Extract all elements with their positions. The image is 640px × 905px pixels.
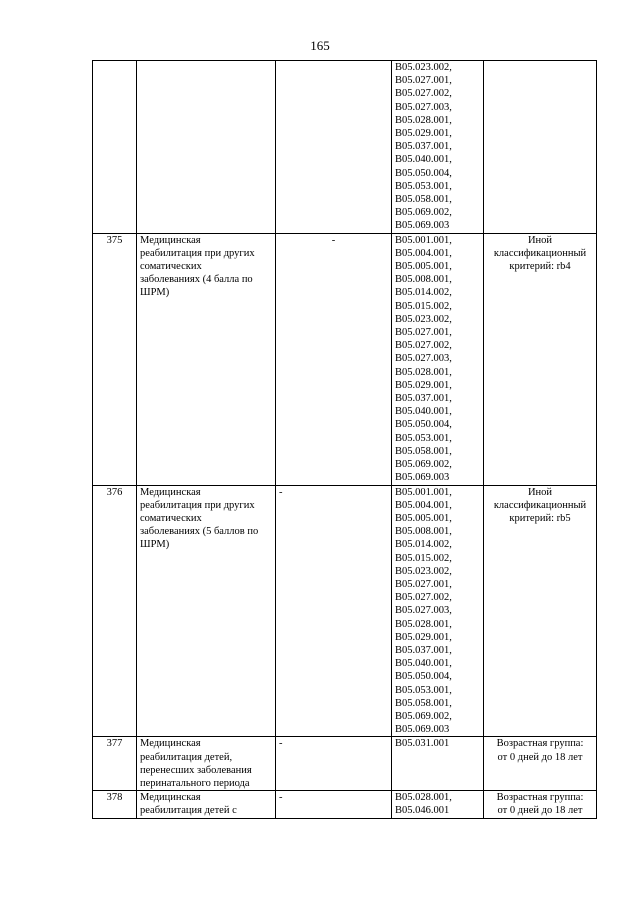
service-code: B05.001.001,: [395, 234, 452, 246]
service-codes-cell: [392, 233, 484, 485]
service-name-line: реабилитация при других: [140, 247, 255, 259]
service-code: B05.027.002,: [395, 592, 452, 604]
criteria-line: классификационный: [493, 499, 587, 511]
row-number-cell: [93, 61, 137, 234]
service-code: B05.029.001,: [395, 631, 452, 643]
criteria-cell: [484, 737, 597, 791]
procedure-cell: [276, 61, 392, 234]
service-name-cell: [137, 791, 276, 818]
service-code: B05.050.004,: [395, 419, 452, 431]
service-code: B05.028.001,: [395, 366, 452, 378]
service-code: B05.069.002,: [395, 710, 452, 722]
service-name-line: Медицинская: [140, 486, 201, 498]
row-number-cell: 376: [93, 485, 137, 737]
service-name-line: ШРМ): [140, 287, 170, 299]
table-body: [93, 61, 597, 819]
service-code: B05.037.001,: [395, 141, 452, 153]
service-code: B05.050.004,: [395, 671, 452, 683]
service-code: B05.005.001,: [395, 512, 452, 524]
criteria-cell: [484, 791, 597, 818]
service-code: B05.046.001: [395, 805, 450, 817]
service-name-line: заболеваниях (5 баллов по: [140, 526, 259, 538]
service-name-line: заболеваниях (4 балла по: [140, 274, 253, 286]
service-code: B05.069.002,: [395, 459, 452, 471]
service-code: B05.015.002,: [395, 552, 452, 564]
service-code: B05.028.001,: [395, 114, 452, 126]
service-code: B05.053.001,: [395, 432, 452, 444]
service-code: B05.027.001,: [395, 578, 452, 590]
service-code: B05.040.001,: [395, 406, 452, 418]
service-code: B05.004.001,: [395, 499, 452, 511]
service-code: B05.053.001,: [395, 684, 452, 696]
service-codes-cell: [392, 791, 484, 818]
service-codes-cell: [392, 485, 484, 737]
service-code: B05.027.002,: [395, 340, 452, 352]
service-code: B05.058.001,: [395, 194, 452, 206]
service-code: B05.027.003,: [395, 605, 452, 617]
criteria-line: Иной: [527, 234, 553, 246]
criteria-line: от 0 дней до 18 лет: [497, 751, 583, 763]
service-name-line: реабилитация при других: [140, 499, 255, 511]
procedure-cell: -: [276, 485, 392, 737]
table-row: [93, 233, 597, 485]
criteria-line: критерий: rb5: [509, 512, 571, 524]
service-code: B05.031.001: [395, 738, 450, 750]
service-name-line: соматических: [140, 512, 202, 524]
criteria-line: классификационный: [493, 247, 587, 259]
service-name-line: Медицинская: [140, 738, 201, 750]
service-name-cell: [137, 737, 276, 791]
service-code: B05.050.004,: [395, 167, 452, 179]
page-number: 165: [310, 38, 330, 53]
criteria-line: Иной: [527, 486, 553, 498]
service-name-line: перинатального периода: [140, 777, 250, 789]
service-code: B05.053.001,: [395, 180, 452, 192]
service-name-line: реабилитация детей с: [140, 805, 237, 817]
table-row: [93, 485, 597, 737]
criteria-line: Возрастная группа:: [496, 792, 584, 804]
service-code: B05.029.001,: [395, 128, 452, 140]
service-code: B05.040.001,: [395, 154, 452, 166]
row-number-cell: 377: [93, 737, 137, 791]
service-code: B05.005.001,: [395, 261, 452, 273]
service-code: B05.069.003: [395, 724, 450, 736]
service-code: B05.027.003,: [395, 101, 452, 113]
service-code: B05.027.002,: [395, 88, 452, 100]
service-name-line: Медицинская: [140, 234, 201, 246]
service-table: [92, 60, 597, 819]
service-name-line: перенесших заболевания: [140, 764, 252, 776]
service-code: B05.027.001,: [395, 75, 452, 87]
service-code: B05.027.001,: [395, 327, 452, 339]
service-code: B05.069.003: [395, 472, 450, 484]
service-code: B05.058.001,: [395, 697, 452, 709]
service-code: B05.058.001,: [395, 445, 452, 457]
table-row: [93, 737, 597, 791]
service-code: B05.023.002,: [395, 62, 452, 73]
criteria-cell: [484, 233, 597, 485]
service-code: B05.008.001,: [395, 526, 452, 538]
service-code: B05.008.001,: [395, 274, 452, 286]
service-code: B05.069.003: [395, 220, 450, 232]
service-name-cell: [137, 233, 276, 485]
table-row: [93, 791, 597, 818]
service-code: B05.014.002,: [395, 539, 452, 551]
service-code: B05.028.001,: [395, 618, 452, 630]
service-name-line: Медицинская: [140, 792, 201, 804]
service-code: B05.028.001,: [395, 792, 452, 804]
service-code: B05.037.001,: [395, 393, 452, 405]
service-code: B05.015.002,: [395, 300, 452, 312]
service-code: B05.037.001,: [395, 644, 452, 656]
row-number-cell: 375: [93, 233, 137, 485]
criteria-cell: [484, 485, 597, 737]
service-code: B05.014.002,: [395, 287, 452, 299]
service-codes-cell: [392, 61, 484, 234]
service-code: B05.001.001,: [395, 486, 452, 498]
procedure-cell: -: [276, 791, 392, 818]
criteria-line: Возрастная группа:: [496, 738, 584, 750]
service-code: B05.029.001,: [395, 379, 452, 391]
service-name-line: реабилитация детей,: [140, 751, 233, 763]
service-code: B05.040.001,: [395, 658, 452, 670]
service-code: B05.004.001,: [395, 247, 452, 259]
criteria-line: критерий: rb4: [509, 261, 571, 273]
service-code: B05.069.002,: [395, 207, 452, 219]
service-name-line: ШРМ): [140, 539, 170, 551]
service-name-cell: [137, 61, 276, 234]
service-code: B05.027.003,: [395, 353, 452, 365]
service-code: B05.023.002,: [395, 313, 452, 325]
service-name-line: соматических: [140, 261, 202, 273]
table-row: [93, 61, 597, 234]
row-number-cell: 378: [93, 791, 137, 818]
service-codes-cell: [392, 737, 484, 791]
procedure-cell: -: [276, 233, 392, 485]
service-name-cell: [137, 485, 276, 737]
criteria-cell: [484, 61, 597, 234]
procedure-cell: -: [276, 737, 392, 791]
criteria-line: от 0 дней до 18 лет: [497, 805, 583, 817]
service-code: B05.023.002,: [395, 565, 452, 577]
